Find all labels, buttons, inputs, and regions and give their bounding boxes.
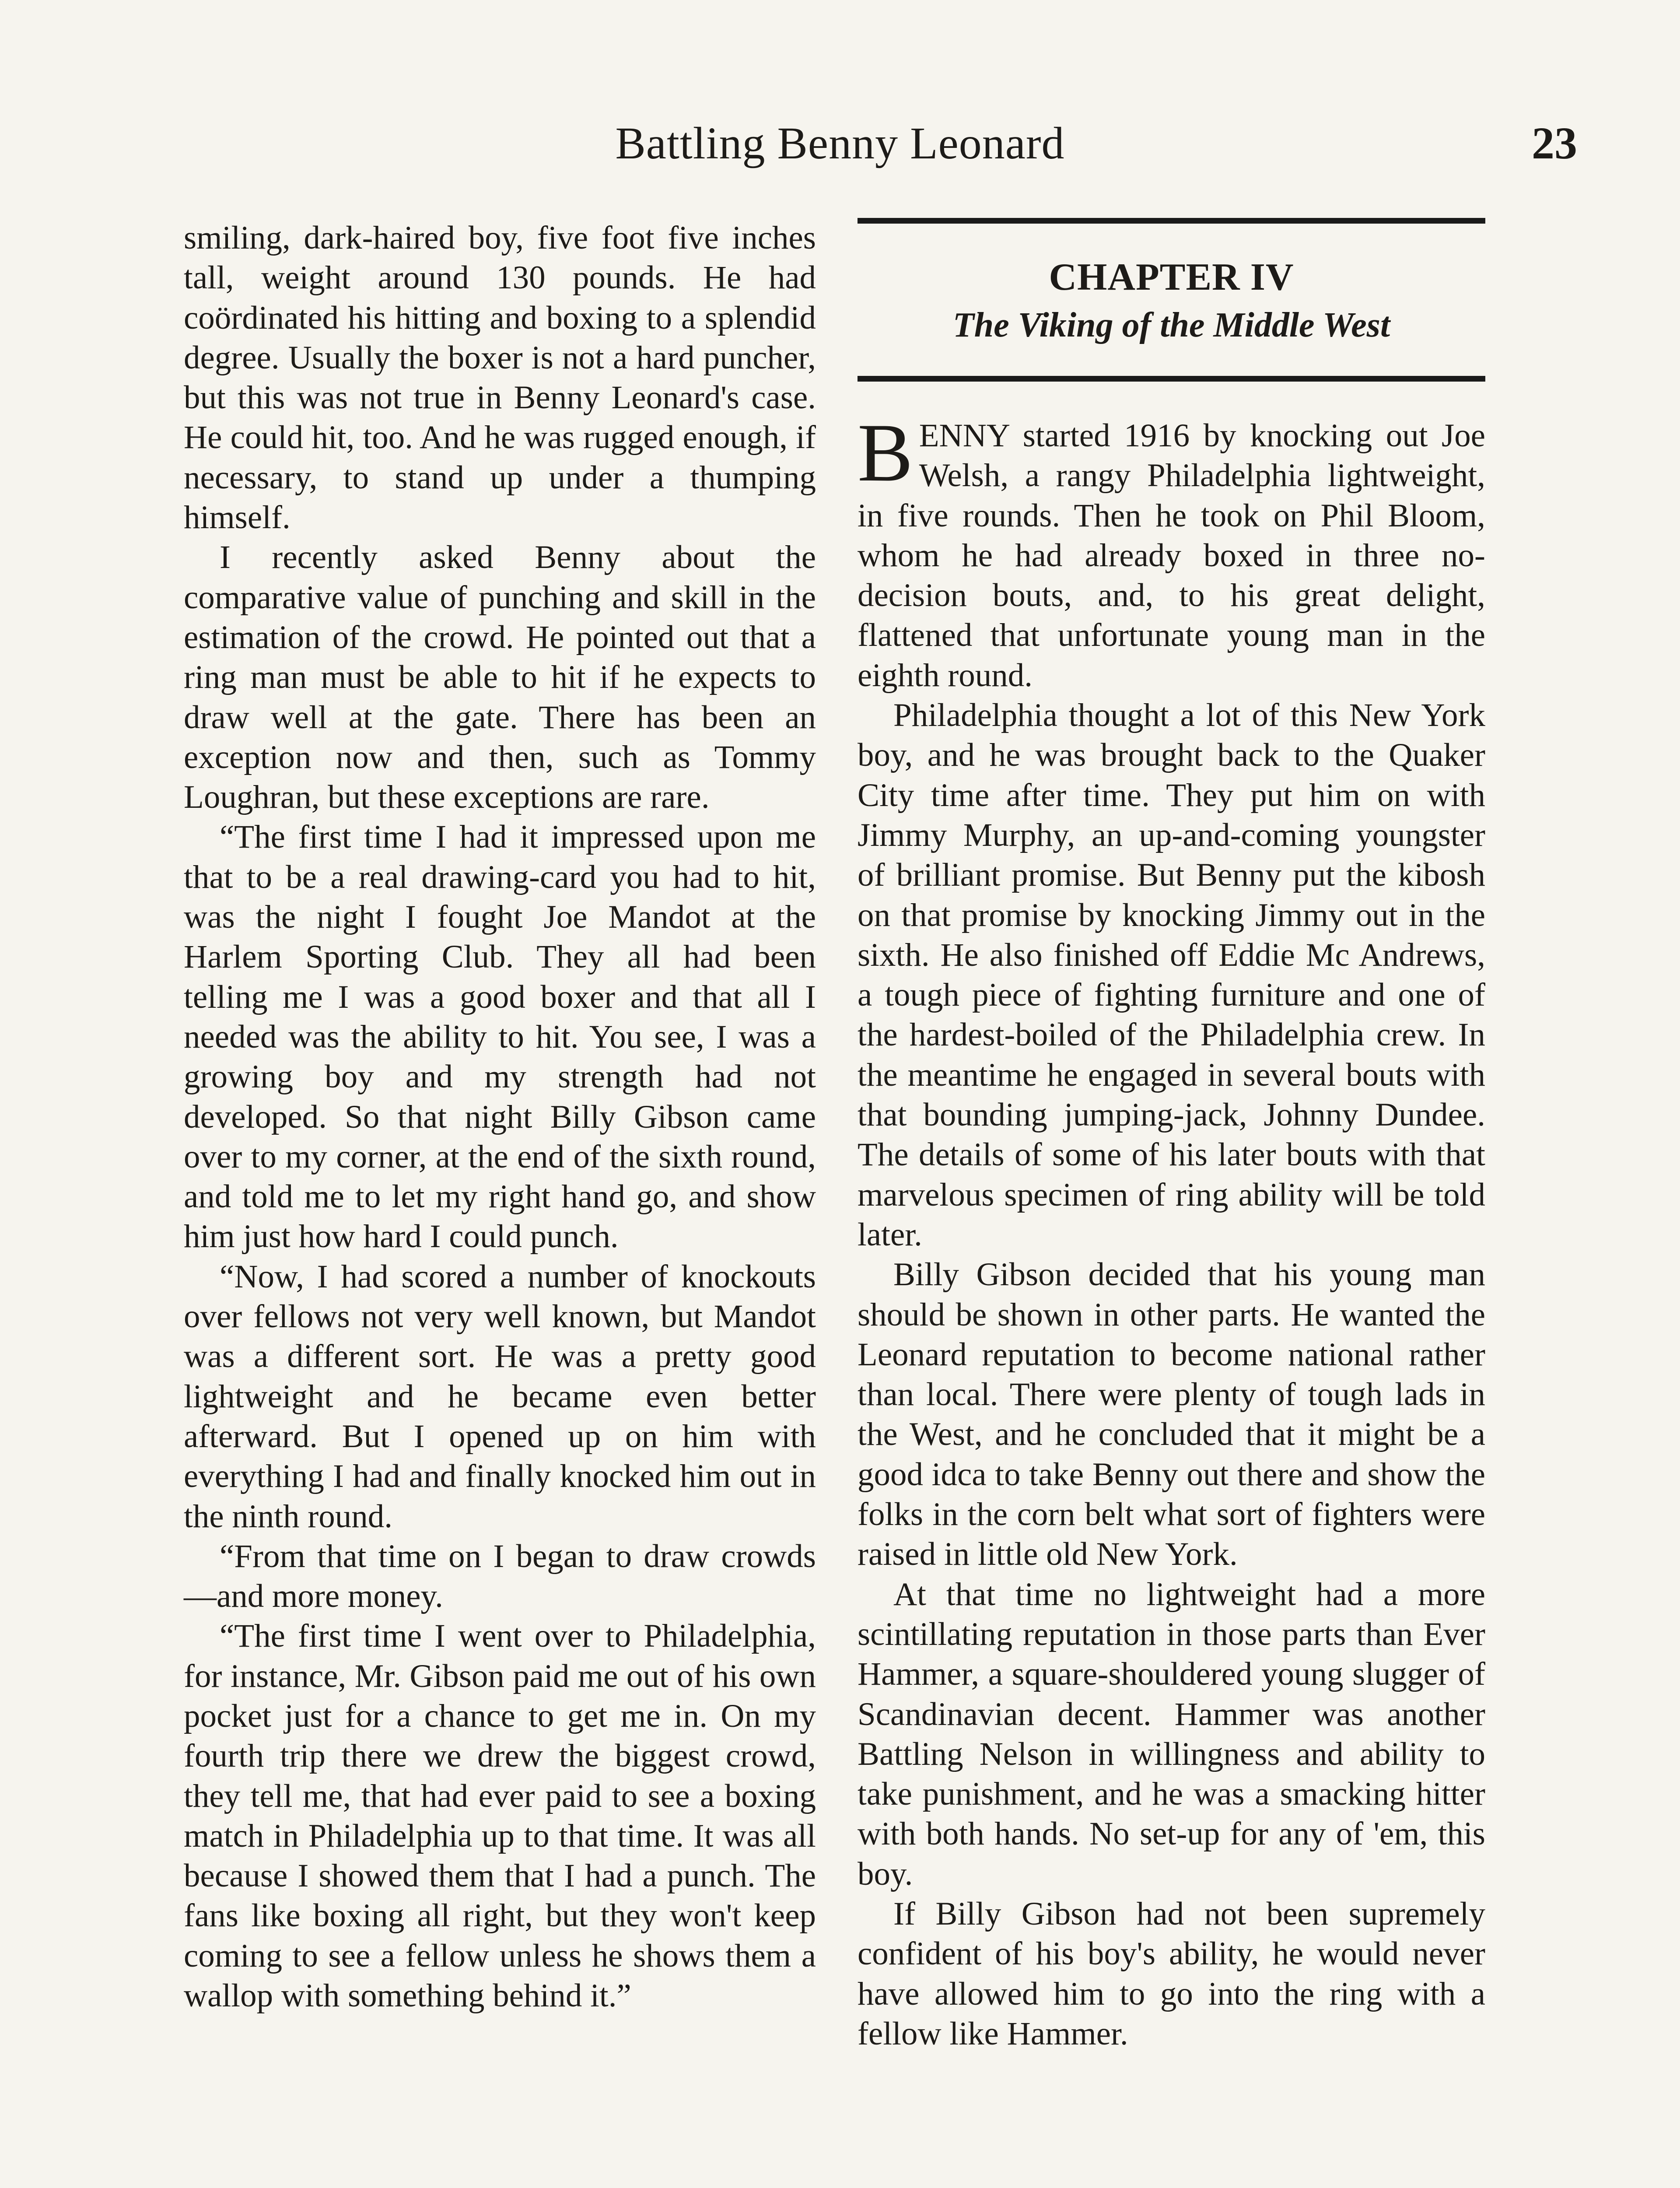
bottom-rule	[858, 376, 1485, 382]
paragraph: At that time no lightweight had a more scintillating reputation in those parts than Ever Hammer, a square-shouldered young slugger of Scandinavian decent. Hammer was another Battling Nelson in willingness and ability to take punishment, and he was a smacking hitter with both hands. No set-up for any of 'em, this boy.	[858, 1576, 1485, 1892]
paragraph: “Now, I had scored a number of knockouts over fellows not very well known, but Mandot was a different sort. He was a pretty good lightweight and he became even better afterward. But I opened up on him with everything I had and finally knocked him out in the ninth round.	[184, 1258, 816, 1535]
drop-cap: B	[858, 407, 913, 499]
paragraph: I recently asked Benny about the comparative value of punching and skill in the estimation of the crowd. He pointed out that a ring man must be able to hit if he expects to draw well at the gate. There has been an exception now and then, such as Tommy Loughran, but these exceptions are rare.	[184, 539, 816, 816]
chapter-heading: CHAPTER IV	[1049, 256, 1294, 298]
paragraph: “The first time I went over to Philadelphia, for instance, Mr. Gibson paid me out of his own pocket just for a chance to get me in. On my fourth trip there we drew the biggest crowd, they tell me, that had ever paid to see a boxing match in Philadelphia up to that time. It was all because I showed them that I had a punch. The fans like boxing all right, but they won't keep coming to see a fellow unless he shows them a wallop with something behind it.”	[184, 1618, 816, 2014]
chapter-header	[858, 218, 1485, 382]
paragraph: “The first time I had it impressed upon me that to be a real drawing-card you had to hit, was the night I fought Joe Mandot at the Harlem Sporting Club. They all had been telling me I was a good boxer and that all I needed was the ability to hit. You see, I was a growing boy and my strength had not developed. So that night Billy Gibson came over to my corner, at the end of the sixth round, and told me to let my right hand go, and show him just how hard I could punch.	[184, 819, 816, 1255]
paragraph: If Billy Gibson had not been supremely confident of his boy's ability, he would never have allowed him to go into the ring with a fellow like Hammer.	[858, 1895, 1485, 2052]
paragraph: Billy Gibson decided that his young man should be shown in other parts. He wanted the Leonard reputation to become national rather than local. There were plenty of tough lads in the West, and he concluded that it might be a good idca to take Benny out there and show the folks in the corn belt what sort of fighters were raised in little old New York.	[858, 1256, 1485, 1573]
opening-paragraph	[858, 407, 1485, 695]
opening-text: ENNY started 1916 by knocking out Joe Welsh, a rangy Philadelphia lightweight, in five rounds. Then he took on Phil Bloom, whom he had already boxed in three no-decision bouts, and, to his great delight, flattened that unfortunate young man in the eighth round.	[858, 417, 1485, 694]
page-number: 23	[1532, 118, 1577, 168]
paragraph: Philadelphia thought a lot of this New York boy, and he was brought back to the Quaker City time after time. They put him on with Jimmy Murphy, an up-and-coming youngster of brilliant promise. But Benny put the kibosh on that promise by knocking Jimmy out in the sixth. He also finished off Eddie Mc Andrews, a tough piece of fighting furniture and one of the hardest-boiled of the Philadelphia crew. In the meantime he engaged in several bouts with that bounding jumping-jack, Johnny Dundee. The details of some of his later bouts with that marvelous specimen of ring ability will be told later.	[858, 697, 1485, 1253]
left-column	[184, 218, 816, 2016]
top-rule	[858, 218, 1485, 224]
paragraph: “From that time on I began to draw crowds—and more money.	[184, 1538, 816, 1615]
chapter-subtitle: The Viking of the Middle West	[952, 306, 1390, 344]
running-title: Battling Benny Leonard	[615, 118, 1065, 168]
right-column	[858, 407, 1485, 2054]
paragraph: smiling, dark-haired boy, five foot five inches tall, weight around 130 pounds. He had coördinated his hitting and boxing to a splendid degree. Usually the boxer is not a hard puncher, but this was not true in Benny Leonard's case. He could hit, too. And he was rugged enough, if necessary, to stand up under a thumping himself.	[184, 220, 816, 536]
